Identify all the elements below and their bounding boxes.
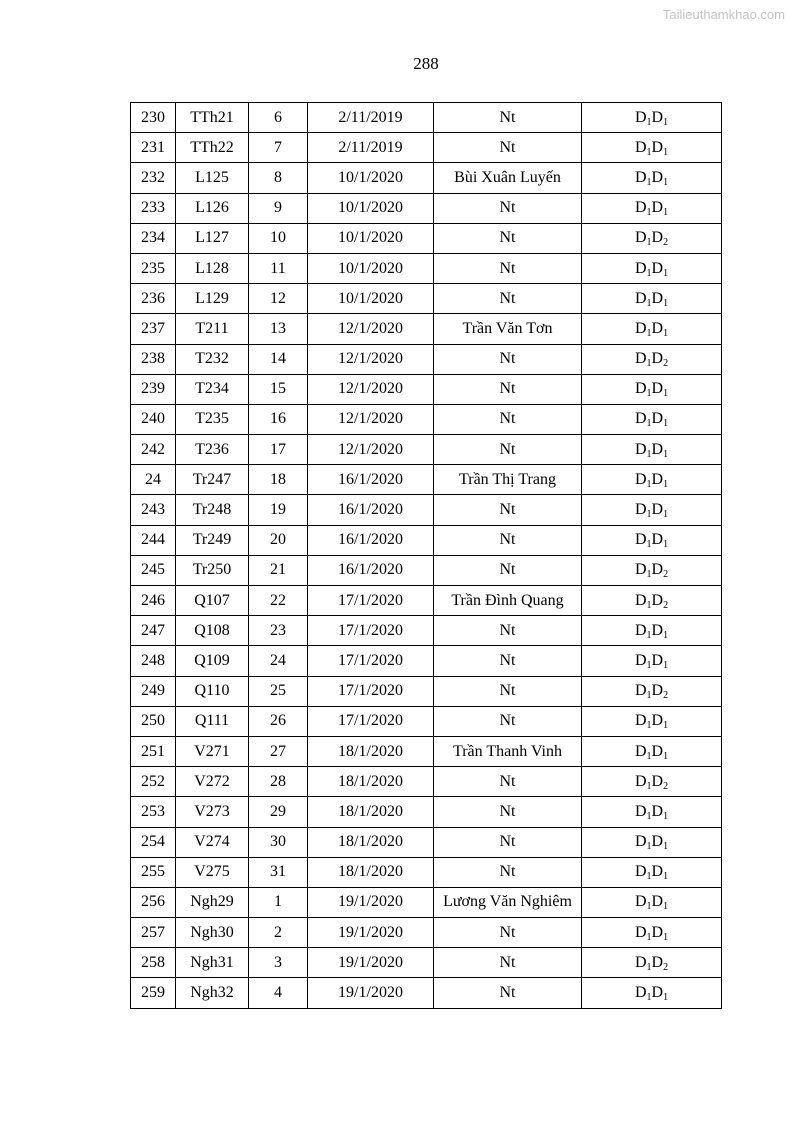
cell-date: 10/1/2020 bbox=[308, 163, 434, 193]
cell-stt: 234 bbox=[131, 223, 176, 253]
cell-stt: 239 bbox=[131, 374, 176, 404]
result-subscript-1: 1 bbox=[646, 418, 652, 430]
cell-name: Trần Văn Tơn bbox=[434, 314, 582, 344]
result-subscript-2: 1 bbox=[663, 116, 669, 128]
cell-name: Nt bbox=[434, 435, 582, 465]
cell-result: $D_1D_1$ bbox=[582, 374, 722, 404]
result-subscript-1: 1 bbox=[646, 569, 652, 581]
cell-stt: 259 bbox=[131, 978, 176, 1008]
cell-code: Q108 bbox=[176, 616, 249, 646]
cell-stt: 246 bbox=[131, 586, 176, 616]
cell-stt: 250 bbox=[131, 706, 176, 736]
result-subscript-1: 1 bbox=[646, 176, 652, 188]
cell-no: 7 bbox=[249, 133, 308, 163]
cell-stt: 255 bbox=[131, 857, 176, 887]
cell-stt: 257 bbox=[131, 918, 176, 948]
cell-date: 18/1/2020 bbox=[308, 797, 434, 827]
result-subscript-2: 2 bbox=[663, 569, 669, 581]
cell-date: 12/1/2020 bbox=[308, 374, 434, 404]
cell-stt: 244 bbox=[131, 525, 176, 555]
result-subscript-2: 1 bbox=[663, 841, 669, 853]
table-row bbox=[131, 948, 722, 978]
cell-no: 18 bbox=[249, 465, 308, 495]
result-subscript-1: 1 bbox=[646, 539, 652, 551]
cell-date: 19/1/2020 bbox=[308, 887, 434, 917]
cell-stt: 236 bbox=[131, 284, 176, 314]
cell-no: 26 bbox=[249, 706, 308, 736]
cell-code: Tr249 bbox=[176, 525, 249, 555]
cell-no: 1 bbox=[249, 887, 308, 917]
table-row bbox=[131, 646, 722, 676]
cell-result: $D_1D_1$ bbox=[582, 103, 722, 133]
cell-stt: 251 bbox=[131, 736, 176, 766]
result-subscript-1: 1 bbox=[646, 720, 652, 732]
result-subscript-2: 1 bbox=[663, 478, 669, 490]
cell-date: 17/1/2020 bbox=[308, 706, 434, 736]
cell-date: 18/1/2020 bbox=[308, 767, 434, 797]
cell-no: 13 bbox=[249, 314, 308, 344]
result-subscript-2: 1 bbox=[663, 931, 669, 943]
cell-stt: 230 bbox=[131, 103, 176, 133]
result-subscript-1: 1 bbox=[646, 478, 652, 490]
cell-stt: 233 bbox=[131, 193, 176, 223]
result-subscript-2: 2 bbox=[663, 690, 669, 702]
cell-date: 16/1/2020 bbox=[308, 495, 434, 525]
table-row bbox=[131, 706, 722, 736]
cell-result: $D_1D_1$ bbox=[582, 857, 722, 887]
result-subscript-1: 1 bbox=[646, 750, 652, 762]
cell-code: L127 bbox=[176, 223, 249, 253]
cell-result: $D_1D_2$ bbox=[582, 767, 722, 797]
result-subscript-2: 2 bbox=[663, 780, 669, 792]
cell-no: 8 bbox=[249, 163, 308, 193]
cell-no: 19 bbox=[249, 495, 308, 525]
cell-result: $D_1D_1$ bbox=[582, 887, 722, 917]
result-subscript-2: 1 bbox=[663, 992, 669, 1004]
cell-no: 11 bbox=[249, 253, 308, 283]
cell-stt: 254 bbox=[131, 827, 176, 857]
cell-name: Nt bbox=[434, 284, 582, 314]
result-subscript-2: 1 bbox=[663, 146, 669, 158]
cell-stt: 238 bbox=[131, 344, 176, 374]
cell-no: 14 bbox=[249, 344, 308, 374]
cell-name: Nt bbox=[434, 857, 582, 887]
cell-no: 24 bbox=[249, 646, 308, 676]
table-row bbox=[131, 163, 722, 193]
result-subscript-2: 1 bbox=[663, 901, 669, 913]
cell-code: TTh21 bbox=[176, 103, 249, 133]
cell-result: $D_1D_1$ bbox=[582, 404, 722, 434]
result-subscript-1: 1 bbox=[646, 841, 652, 853]
table-row bbox=[131, 314, 722, 344]
cell-result: $D_1D_1$ bbox=[582, 284, 722, 314]
cell-stt: 235 bbox=[131, 253, 176, 283]
cell-no: 22 bbox=[249, 586, 308, 616]
cell-result: $D_1D_1$ bbox=[582, 797, 722, 827]
cell-name: Nt bbox=[434, 404, 582, 434]
table-row bbox=[131, 465, 722, 495]
table-row bbox=[131, 193, 722, 223]
cell-name: Nt bbox=[434, 948, 582, 978]
cell-date: 19/1/2020 bbox=[308, 978, 434, 1008]
cell-name: Trần Thị Trang bbox=[434, 465, 582, 495]
cell-result: $D_1D_2$ bbox=[582, 948, 722, 978]
cell-code: T236 bbox=[176, 435, 249, 465]
cell-code: Tr247 bbox=[176, 465, 249, 495]
cell-name: Nt bbox=[434, 525, 582, 555]
result-subscript-1: 1 bbox=[646, 509, 652, 521]
table-row bbox=[131, 525, 722, 555]
cell-date: 10/1/2020 bbox=[308, 193, 434, 223]
cell-no: 16 bbox=[249, 404, 308, 434]
cell-no: 4 bbox=[249, 978, 308, 1008]
cell-code: Tr248 bbox=[176, 495, 249, 525]
result-subscript-2: 2 bbox=[663, 237, 669, 249]
cell-name: Nt bbox=[434, 797, 582, 827]
cell-code: T232 bbox=[176, 344, 249, 374]
cell-date: 18/1/2020 bbox=[308, 857, 434, 887]
cell-date: 10/1/2020 bbox=[308, 223, 434, 253]
result-subscript-2: 1 bbox=[663, 750, 669, 762]
cell-code: T235 bbox=[176, 404, 249, 434]
cell-date: 2/11/2019 bbox=[308, 103, 434, 133]
result-subscript-2: 1 bbox=[663, 327, 669, 339]
cell-name: Lương Văn Nghiêm bbox=[434, 887, 582, 917]
cell-result: $D_1D_1$ bbox=[582, 193, 722, 223]
cell-no: 23 bbox=[249, 616, 308, 646]
result-subscript-2: 1 bbox=[663, 629, 669, 641]
cell-name: Nt bbox=[434, 495, 582, 525]
cell-no: 2 bbox=[249, 918, 308, 948]
cell-code: Ngh31 bbox=[176, 948, 249, 978]
cell-stt: 253 bbox=[131, 797, 176, 827]
result-subscript-1: 1 bbox=[646, 629, 652, 641]
cell-result: $D_1D_1$ bbox=[582, 495, 722, 525]
cell-date: 18/1/2020 bbox=[308, 827, 434, 857]
cell-result: $D_1D_1$ bbox=[582, 253, 722, 283]
cell-result: $D_1D_1$ bbox=[582, 646, 722, 676]
table-row bbox=[131, 555, 722, 585]
cell-date: 10/1/2020 bbox=[308, 284, 434, 314]
cell-no: 6 bbox=[249, 103, 308, 133]
cell-name: Nt bbox=[434, 133, 582, 163]
result-subscript-2: 1 bbox=[663, 207, 669, 219]
cell-no: 29 bbox=[249, 797, 308, 827]
cell-name: Nt bbox=[434, 978, 582, 1008]
result-subscript-2: 1 bbox=[663, 659, 669, 671]
cell-result: $D_1D_1$ bbox=[582, 827, 722, 857]
table-row bbox=[131, 616, 722, 646]
result-subscript-2: 2 bbox=[663, 599, 669, 611]
cell-name: Nt bbox=[434, 555, 582, 585]
result-subscript-1: 1 bbox=[646, 871, 652, 883]
table-row bbox=[131, 857, 722, 887]
cell-name: Trần Đình Quang bbox=[434, 586, 582, 616]
cell-stt: 231 bbox=[131, 133, 176, 163]
cell-result: $D_1D_1$ bbox=[582, 706, 722, 736]
cell-date: 16/1/2020 bbox=[308, 465, 434, 495]
cell-result: $D_1D_1$ bbox=[582, 314, 722, 344]
cell-code: Ngh29 bbox=[176, 887, 249, 917]
cell-date: 16/1/2020 bbox=[308, 525, 434, 555]
cell-result: $D_1D_2$ bbox=[582, 223, 722, 253]
cell-no: 12 bbox=[249, 284, 308, 314]
cell-date: 17/1/2020 bbox=[308, 586, 434, 616]
watermark: Tailieuthamkhao.com bbox=[662, 7, 785, 22]
cell-stt: 245 bbox=[131, 555, 176, 585]
cell-stt: 247 bbox=[131, 616, 176, 646]
cell-no: 15 bbox=[249, 374, 308, 404]
result-subscript-2: 1 bbox=[663, 509, 669, 521]
cell-date: 18/1/2020 bbox=[308, 736, 434, 766]
table-row bbox=[131, 676, 722, 706]
cell-date: 2/11/2019 bbox=[308, 133, 434, 163]
result-subscript-1: 1 bbox=[646, 327, 652, 339]
cell-stt: 240 bbox=[131, 404, 176, 434]
cell-date: 17/1/2020 bbox=[308, 616, 434, 646]
result-subscript-1: 1 bbox=[646, 146, 652, 158]
result-subscript-1: 1 bbox=[646, 388, 652, 400]
cell-stt: 232 bbox=[131, 163, 176, 193]
cell-name: Nt bbox=[434, 253, 582, 283]
table-row bbox=[131, 978, 722, 1008]
cell-stt: 258 bbox=[131, 948, 176, 978]
result-subscript-2: 1 bbox=[663, 448, 669, 460]
result-subscript-2: 2 bbox=[663, 961, 669, 973]
cell-code: T234 bbox=[176, 374, 249, 404]
result-subscript-2: 1 bbox=[663, 267, 669, 279]
result-subscript-1: 1 bbox=[646, 267, 652, 279]
cell-stt: 24 bbox=[131, 465, 176, 495]
cell-name: Nt bbox=[434, 103, 582, 133]
cell-name: Nt bbox=[434, 223, 582, 253]
cell-name: Trần Thanh Vinh bbox=[434, 736, 582, 766]
cell-name: Nt bbox=[434, 706, 582, 736]
cell-no: 3 bbox=[249, 948, 308, 978]
cell-stt: 242 bbox=[131, 435, 176, 465]
table-row bbox=[131, 495, 722, 525]
result-subscript-2: 1 bbox=[663, 720, 669, 732]
result-subscript-1: 1 bbox=[646, 599, 652, 611]
page-number: 288 bbox=[413, 54, 439, 73]
result-subscript-1: 1 bbox=[646, 901, 652, 913]
result-subscript-1: 1 bbox=[646, 207, 652, 219]
table-row bbox=[131, 133, 722, 163]
result-subscript-1: 1 bbox=[646, 358, 652, 370]
result-subscript-1: 1 bbox=[646, 237, 652, 249]
result-subscript-1: 1 bbox=[646, 961, 652, 973]
cell-name: Nt bbox=[434, 616, 582, 646]
cell-result: $D_1D_1$ bbox=[582, 163, 722, 193]
result-subscript-2: 1 bbox=[663, 810, 669, 822]
cell-code: Q107 bbox=[176, 586, 249, 616]
cell-result: $D_1D_1$ bbox=[582, 435, 722, 465]
cell-code: V273 bbox=[176, 797, 249, 827]
cell-code: T211 bbox=[176, 314, 249, 344]
table-row bbox=[131, 586, 722, 616]
table-row bbox=[131, 404, 722, 434]
cell-name: Nt bbox=[434, 374, 582, 404]
cell-date: 17/1/2020 bbox=[308, 676, 434, 706]
cell-result: $D_1D_1$ bbox=[582, 918, 722, 948]
cell-stt: 249 bbox=[131, 676, 176, 706]
result-subscript-2: 1 bbox=[663, 871, 669, 883]
cell-code: Ngh32 bbox=[176, 978, 249, 1008]
result-subscript-2: 1 bbox=[663, 297, 669, 309]
cell-name: Nt bbox=[434, 827, 582, 857]
cell-name: Nt bbox=[434, 193, 582, 223]
result-subscript-2: 2 bbox=[663, 358, 669, 370]
cell-date: 12/1/2020 bbox=[308, 344, 434, 374]
cell-code: V271 bbox=[176, 736, 249, 766]
cell-code: TTh22 bbox=[176, 133, 249, 163]
cell-date: 16/1/2020 bbox=[308, 555, 434, 585]
result-subscript-1: 1 bbox=[646, 992, 652, 1004]
table-row bbox=[131, 736, 722, 766]
table-row bbox=[131, 344, 722, 374]
result-subscript-2: 1 bbox=[663, 539, 669, 551]
cell-no: 17 bbox=[249, 435, 308, 465]
cell-code: L125 bbox=[176, 163, 249, 193]
cell-result: $D_1D_1$ bbox=[582, 525, 722, 555]
cell-result: $D_1D_1$ bbox=[582, 465, 722, 495]
cell-code: Q111 bbox=[176, 706, 249, 736]
cell-code: L128 bbox=[176, 253, 249, 283]
result-subscript-1: 1 bbox=[646, 448, 652, 460]
table-row bbox=[131, 374, 722, 404]
cell-stt: 252 bbox=[131, 767, 176, 797]
result-subscript-2: 1 bbox=[663, 418, 669, 430]
table-row bbox=[131, 103, 722, 133]
cell-date: 12/1/2020 bbox=[308, 435, 434, 465]
cell-result: $D_1D_1$ bbox=[582, 736, 722, 766]
cell-result: $D_1D_1$ bbox=[582, 616, 722, 646]
cell-name: Nt bbox=[434, 676, 582, 706]
cell-date: 10/1/2020 bbox=[308, 253, 434, 283]
cell-no: 31 bbox=[249, 857, 308, 887]
cell-code: V274 bbox=[176, 827, 249, 857]
cell-result: $D_1D_1$ bbox=[582, 133, 722, 163]
cell-no: 28 bbox=[249, 767, 308, 797]
table-row bbox=[131, 223, 722, 253]
cell-code: L129 bbox=[176, 284, 249, 314]
table-row bbox=[131, 253, 722, 283]
result-subscript-1: 1 bbox=[646, 780, 652, 792]
cell-code: V275 bbox=[176, 857, 249, 887]
cell-stt: 256 bbox=[131, 887, 176, 917]
result-subscript-2: 1 bbox=[663, 176, 669, 188]
cell-date: 12/1/2020 bbox=[308, 314, 434, 344]
cell-result: $D_1D_2$ bbox=[582, 586, 722, 616]
result-subscript-1: 1 bbox=[646, 116, 652, 128]
table-row bbox=[131, 284, 722, 314]
cell-no: 25 bbox=[249, 676, 308, 706]
cell-name: Nt bbox=[434, 918, 582, 948]
cell-name: Bùi Xuân Luyến bbox=[434, 163, 582, 193]
cell-result: $D_1D_2$ bbox=[582, 676, 722, 706]
cell-stt: 243 bbox=[131, 495, 176, 525]
cell-code: Tr250 bbox=[176, 555, 249, 585]
result-subscript-1: 1 bbox=[646, 690, 652, 702]
table-row bbox=[131, 887, 722, 917]
cell-no: 30 bbox=[249, 827, 308, 857]
table-row bbox=[131, 918, 722, 948]
data-table bbox=[130, 102, 722, 1009]
cell-date: 17/1/2020 bbox=[308, 646, 434, 676]
cell-result: $D_1D_2$ bbox=[582, 555, 722, 585]
cell-result: $D_1D_1$ bbox=[582, 978, 722, 1008]
cell-date: 19/1/2020 bbox=[308, 918, 434, 948]
cell-name: Nt bbox=[434, 344, 582, 374]
cell-result: $D_1D_2$ bbox=[582, 344, 722, 374]
table-row bbox=[131, 767, 722, 797]
cell-no: 21 bbox=[249, 555, 308, 585]
cell-name: Nt bbox=[434, 646, 582, 676]
cell-code: V272 bbox=[176, 767, 249, 797]
cell-code: L126 bbox=[176, 193, 249, 223]
result-subscript-1: 1 bbox=[646, 297, 652, 309]
table-row bbox=[131, 827, 722, 857]
result-subscript-2: 1 bbox=[663, 388, 669, 400]
cell-no: 20 bbox=[249, 525, 308, 555]
cell-stt: 248 bbox=[131, 646, 176, 676]
cell-no: 9 bbox=[249, 193, 308, 223]
cell-code: Ngh30 bbox=[176, 918, 249, 948]
cell-no: 27 bbox=[249, 736, 308, 766]
result-subscript-1: 1 bbox=[646, 931, 652, 943]
cell-date: 12/1/2020 bbox=[308, 404, 434, 434]
table-row bbox=[131, 435, 722, 465]
cell-no: 10 bbox=[249, 223, 308, 253]
cell-date: 19/1/2020 bbox=[308, 948, 434, 978]
cell-code: Q110 bbox=[176, 676, 249, 706]
cell-name: Nt bbox=[434, 767, 582, 797]
cell-stt: 237 bbox=[131, 314, 176, 344]
table-row bbox=[131, 797, 722, 827]
result-subscript-1: 1 bbox=[646, 810, 652, 822]
result-subscript-1: 1 bbox=[646, 659, 652, 671]
cell-code: Q109 bbox=[176, 646, 249, 676]
